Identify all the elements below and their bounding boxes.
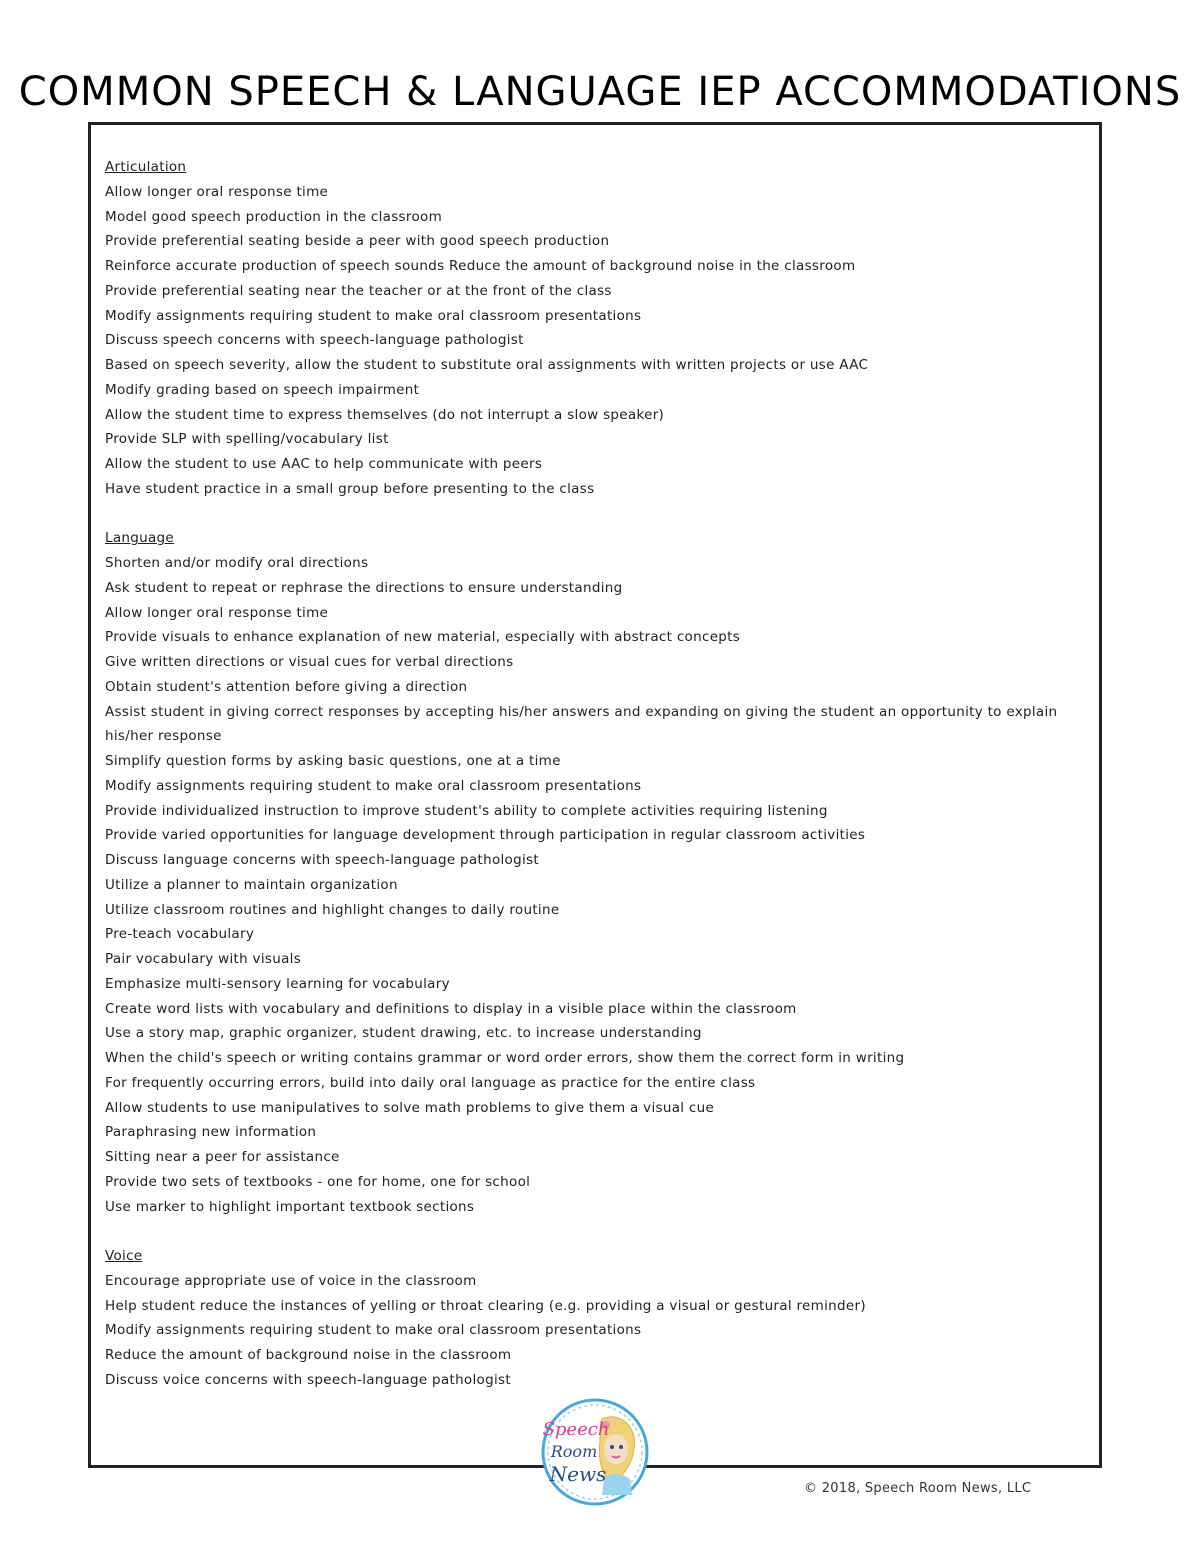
accommodation-item: Allow longer oral response time <box>105 604 329 621</box>
accommodation-item: Modify assignments requiring student to make oral classroom presentations <box>105 777 642 794</box>
content-frame <box>88 122 1102 1468</box>
accommodation-item: Modify grading based on speech impairment <box>105 381 420 398</box>
accommodation-item: Create word lists with vocabulary and definitions to display in a visible place within the classroom <box>105 1000 797 1017</box>
accommodation-item: Ask student to repeat or rephrase the directions to ensure understanding <box>105 579 623 596</box>
accommodation-item: Discuss speech concerns with speech-language pathologist <box>105 332 524 349</box>
section-heading: Articulation <box>105 159 187 175</box>
accommodation-item: Reinforce accurate production of speech sounds Reduce the amount of background noise in the classroom <box>105 258 856 274</box>
logo-word-room: Room <box>550 1442 598 1461</box>
accommodation-item: Have student practice in a small group before presenting to the class <box>105 480 595 497</box>
accommodation-item: For frequently occurring errors, build into daily oral language as practice for the entire class <box>105 1074 756 1091</box>
accommodation-item: Shorten and/or modify oral directions <box>105 555 369 571</box>
accommodation-item: Emphasize multi-sensory learning for vocabulary <box>105 975 450 992</box>
section-heading: Language <box>105 530 175 547</box>
accommodation-item: Discuss language concerns with speech-language pathologist <box>105 852 539 868</box>
accommodation-item: When the child's speech or writing contains grammar or word order errors, show them the correct form in writing <box>105 1050 905 1066</box>
accommodation-item: Encourage appropriate use of voice in the classroom <box>105 1272 477 1289</box>
accommodation-item: Allow longer oral response time <box>105 183 329 200</box>
section-heading: Voice <box>105 1248 143 1264</box>
accommodation-item: Provide visuals to enhance explanation of new material, especially with abstract concepts <box>105 629 741 646</box>
accommodation-item: Modify assignments requiring student to make oral classroom presentations <box>105 1322 642 1339</box>
accommodation-item: Allow the student to use AAC to help communicate with peers <box>105 456 543 472</box>
accommodation-item: Model good speech production in the classroom <box>105 208 443 225</box>
accommodation-item: Give written directions or visual cues for verbal directions <box>105 654 514 670</box>
accommodation-item: Simplify question forms by asking basic questions, one at a time <box>105 753 561 769</box>
accommodation-item: Allow the student time to express themselves (do not interrupt a slow speaker) <box>105 406 665 423</box>
accommodation-item: Based on speech severity, allow the student to substitute oral assignments with written projects or use AAC <box>105 357 869 373</box>
page-title: COMMON SPEECH & LANGUAGE IEP ACCOMMODATIONS <box>18 69 1182 115</box>
accommodation-item: Pair vocabulary with visuals <box>105 951 302 967</box>
logo-word-news: News <box>549 1462 607 1486</box>
accommodation-item: Provide SLP with spelling/vocabulary list <box>105 431 389 448</box>
accommodation-item: Paraphrasing new information <box>105 1124 317 1141</box>
accommodation-item: Sitting near a peer for assistance <box>105 1149 340 1165</box>
accommodation-item: Utilize a planner to maintain organization <box>105 876 398 893</box>
accommodations-list <box>105 155 1080 1393</box>
accommodation-item: Provide two sets of textbooks - one for home, one for school <box>105 1173 531 1190</box>
accommodation-item: Assist student in giving correct responses by accepting his/her answers and expanding on giving the student an opportunity to explain his/her response <box>105 703 1058 745</box>
accommodation-item: Allow students to use manipulatives to solve math problems to give them a visual cue <box>105 1099 715 1116</box>
section-spacer <box>105 1219 1080 1244</box>
section-spacer <box>105 502 1080 527</box>
copyright-notice: © 2018, Speech Room News, LLC <box>804 1481 1032 1496</box>
accommodation-item: Utilize classroom routines and highlight changes to daily routine <box>105 901 560 918</box>
accommodation-item: Modify assignments requiring student to make oral classroom presentations <box>105 307 642 324</box>
accommodation-item: Pre-teach vocabulary <box>105 926 255 943</box>
accommodation-item: Obtain student's attention before giving a direction <box>105 678 468 695</box>
accommodation-item: Provide preferential seating near the teacher or at the front of the class <box>105 282 612 299</box>
accommodation-item: Provide individualized instruction to improve student's ability to complete activities requiring listening <box>105 802 828 819</box>
accommodation-item: Use marker to highlight important textbook sections <box>105 1198 475 1215</box>
accommodation-item: Reduce the amount of background noise in the classroom <box>105 1347 512 1363</box>
logo-word-speech: Speech <box>542 1419 610 1440</box>
accommodation-item: Use a story map, graphic organizer, student drawing, etc. to increase understanding <box>105 1025 702 1042</box>
accommodation-item: Help student reduce the instances of yelling or throat clearing (e.g. providing a visual or gestural reminder) <box>105 1297 866 1314</box>
accommodation-item: Discuss voice concerns with speech-language pathologist <box>105 1371 511 1388</box>
speech-room-news-logo <box>540 1397 650 1507</box>
accommodation-item: Provide preferential seating beside a peer with good speech production <box>105 233 610 250</box>
accommodation-item: Provide varied opportunities for language development through participation in regular classroom activities <box>105 827 866 844</box>
